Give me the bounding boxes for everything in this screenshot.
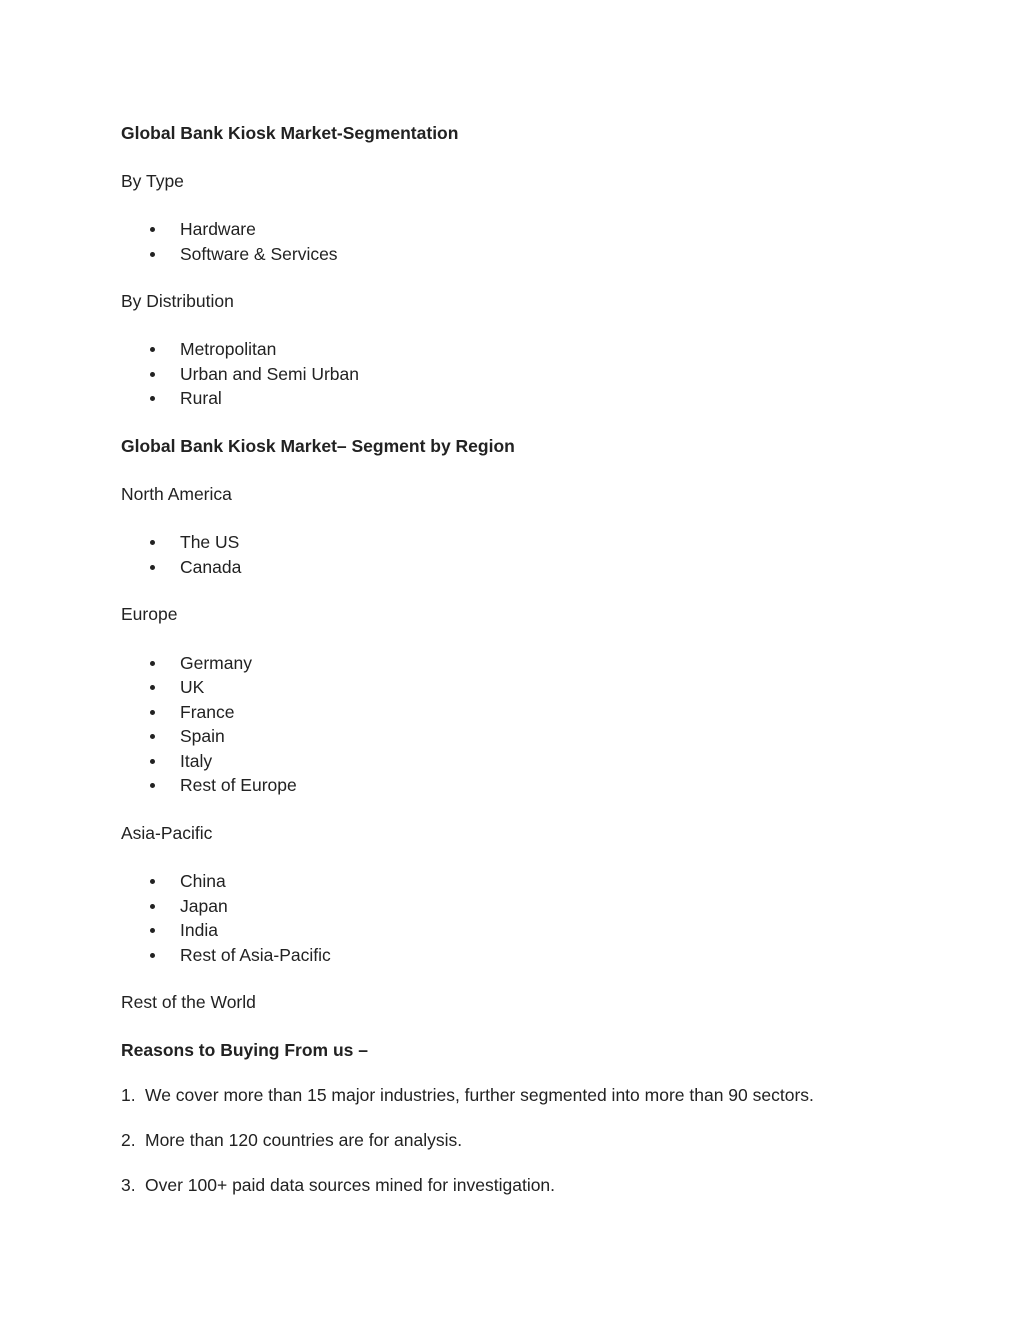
reasons-heading: Reasons to Buying From us –: [121, 1040, 368, 1060]
bullet-icon: [150, 928, 155, 933]
bullet-icon: [150, 661, 155, 666]
europe-label: Europe: [121, 604, 178, 624]
bullet-icon: [150, 710, 155, 715]
rest-of-world-label: Rest of the World: [121, 992, 256, 1012]
document-page: Global Bank Kiosk Market-Segmentation By Type Hardware Software & Services By Distribution Metropolitan Urban and Semi Urban Rural Global Bank Kiosk Market– Segment by Region North America The US Canada Europe Germany UK France Spain Italy Rest of Europe Asia-Pacific China Japan India Rest of Asia-Pacific Rest of the World Reasons to Buying From us – 1. We cover more than 15 major industries, further segmented into more than 90 sectors. 2. More than 120 countries are for analysis. 3. Over 100+ paid data sources mined for investigation.: [121, 123, 814, 1195]
north-america-label: North America: [121, 484, 232, 504]
bullet-icon: [150, 879, 155, 884]
bullet-icon: [150, 783, 155, 788]
bullet-icon: [150, 953, 155, 958]
bullet-icon: [150, 904, 155, 909]
bullet-icon: [150, 227, 155, 232]
bullet-icon: [150, 252, 155, 257]
bullet-icon: [150, 372, 155, 377]
bullet-icon: [150, 396, 155, 401]
bullet-icon: [150, 540, 155, 545]
by-distribution-label: By Distribution: [121, 291, 234, 311]
bullet-icon: [150, 734, 155, 739]
bullet-icon: [150, 759, 155, 764]
bullet-icon: [150, 347, 155, 352]
bullet-icon: [150, 565, 155, 570]
by-type-label: By Type: [121, 171, 184, 191]
region-heading: Global Bank Kiosk Market– Segment by Region: [121, 436, 515, 456]
asia-pacific-label: Asia-Pacific: [121, 823, 213, 843]
bullet-icon: [150, 685, 155, 690]
segmentation-heading: Global Bank Kiosk Market-Segmentation: [121, 123, 459, 143]
